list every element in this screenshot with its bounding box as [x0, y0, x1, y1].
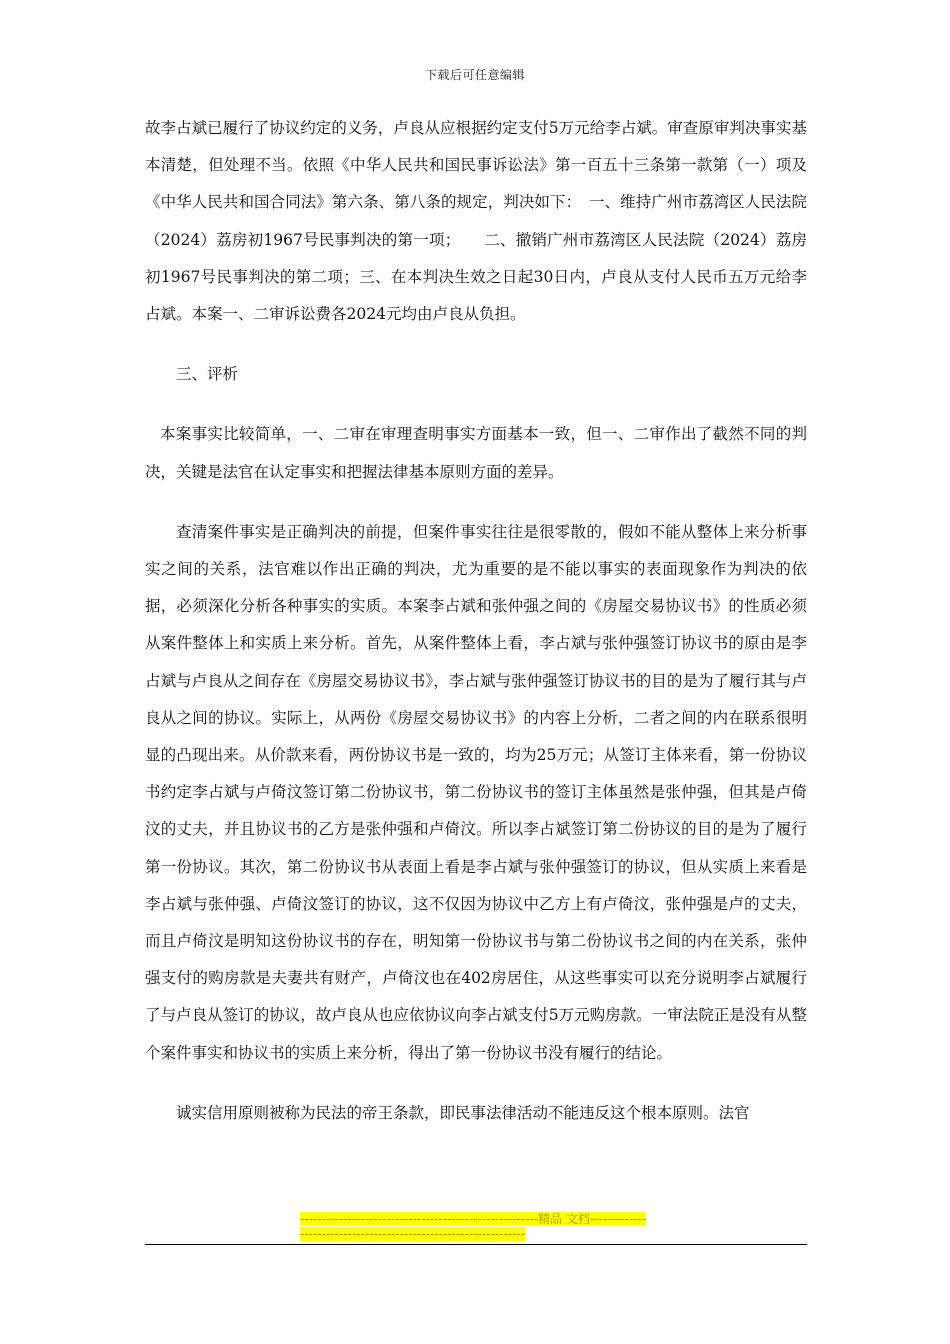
page-header: 下载后可任意编辑: [424, 68, 525, 82]
paragraph-judgment: 故李占斌已履行了协议约定的义务，卢良从应根据约定支付5万元给李占斌。审查原审判决事实基本清楚，但处理不当。依照《中华人民共和国民事诉讼法》第一百五十三条第一款第（一）项及《中华人民共和国合同法》第六条、第八条的规定，判决如下： 一、维持广州市荔湾区人民法院（2024）荔房初1967号民事判决的第一项； 二、撤销广州市荔湾区人民法院（2024）荔房初1967号民事判决的第二项；三、在本判决生效之日起30日内，卢良从支付人民币五万元给李占斌。本案一、二审诉讼费各2024元均由卢良从负担。: [145, 119, 807, 324]
footer-banner-text: -------------------------------------------------------精品 文档-----------------------------------------------------------------: [300, 1212, 647, 1241]
paragraph-summary: 本案事实比较简单，一、二审在审理查明事实方面基本一致，但一、二审作出了截然不同的判决，关键是法官在认定事实和把握法律基本原则方面的差异。: [145, 425, 807, 481]
paragraph-fact-analysis: 查清案件事实是正确判决的前提，但案件事实往往是很零散的，假如不能从整体上来分析事实之间的关系，法官难以作出正确的判决，尤为重要的是不能以事实的表面现象作为判决的依据，必须深化分析各种事实的实质。本案李占斌和张仲强之间的《房屋交易协议书》的性质必须从案件整体上和实质上来分析。首先，从案件整体上看，李占斌与张仲强签订协议书的原由是李占斌与卢良从之间存在《房屋交易协议书》，李占斌与张仲强签订协议书的目的是为了履行其与卢良从之间的协议。实际上，从两份《房屋交易协议书》的内容上分析，二者之间的内在联系很明显的凸现出来。从价款来看，两份协议书是一致的，均为25万元；从签订主体来看，第一份协议书约定李占斌与卢倚汶签订第二份协议书，第二份协议书的签订主体虽然是张仲强，但其是卢倚汶的丈夫，并且协议书的乙方是张仲强和卢倚汶。所以李占斌签订第二份协议的目的是为了履行第一份协议。其次，第二份协议书从表面上看是李占斌与张仲强签订的协议，但从实质上来看是李占斌与张仲强、卢倚汶签订的协议，这不仅因为协议中乙方上有卢倚汶，张仲强是卢的丈夫，而且卢倚汶是明知这份协议书的存在，明知第一份协议书与第二份协议书之间的内在关系，张仲强支付的购房款是夫妻共有财产，卢倚汶也在402房居住，从这些事实可以充分说明李占斌履行了与卢良从签订的协议，故卢良从也应依协议向李占斌支付5万元购房款。一审法院正是没有从整个案件事实和协议书的实质上来分析，得出了第一份协议书没有履行的结论。: [145, 522, 807, 1062]
footer-divider: [145, 1244, 807, 1245]
section-heading-analysis: 三、评析: [176, 365, 239, 384]
document-body: [145, 110, 807, 1155]
footer-banner: [300, 1212, 650, 1242]
paragraph-good-faith: 诚实信用原则被称为民法的帝王条款，即民事法律活动不能违反这个根本原则。法官: [176, 1103, 750, 1122]
